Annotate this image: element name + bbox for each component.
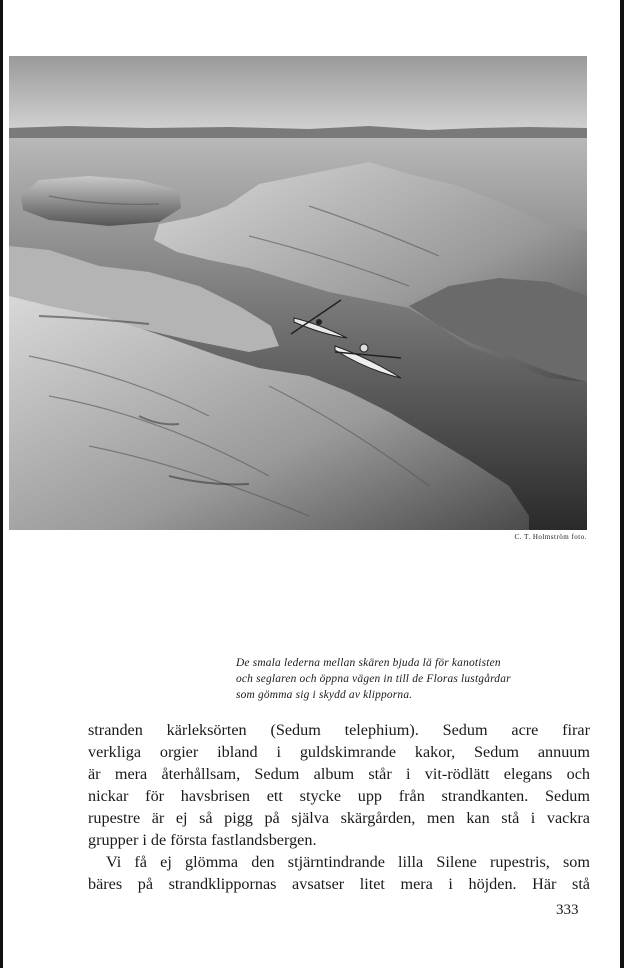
sky — [9, 56, 587, 134]
photo-credit: C. T. Holmström foto. — [514, 533, 587, 541]
body-line: grupper i de första fastlandsbergen. — [88, 831, 317, 849]
caption-line: som gömma sig i skydd av klipporna. — [236, 689, 413, 701]
body-line: rupestre är ej så pigg på själva skärgården, men kan stå i vackra — [88, 809, 590, 827]
body-line: är mera återhållsam, Sedum album står i vit-rödlätt elegans och — [88, 765, 590, 783]
photo-caption — [236, 655, 596, 703]
page-edge — [0, 0, 3, 968]
caption-line: och seglaren och öppna vägen in till de Floras lustgårdar — [236, 673, 511, 685]
page-edge — [620, 0, 624, 968]
body-line: verkliga orgier ibland i guldskimrande kakor, Sedum annuum — [88, 743, 590, 761]
caption-line: De smala lederna mellan skären bjuda lä för kanotisten — [236, 657, 501, 669]
body-line: Vi få ej glömma den stjärntindrande lilla Silene rupestris, som — [106, 853, 590, 871]
page-number: 333 — [556, 902, 579, 918]
body-text — [88, 719, 590, 895]
body-line: stranden kärleksörten (Sedum telephium). Sedum acre firar — [88, 721, 590, 739]
archipelago-photo — [9, 56, 587, 530]
body-line: bäres på strandklippornas avsatser litet mera i höjden. Här stå — [88, 875, 590, 893]
body-line: nickar för havsbrisen ett stycke upp från strandkanten. Sedum — [88, 787, 590, 805]
